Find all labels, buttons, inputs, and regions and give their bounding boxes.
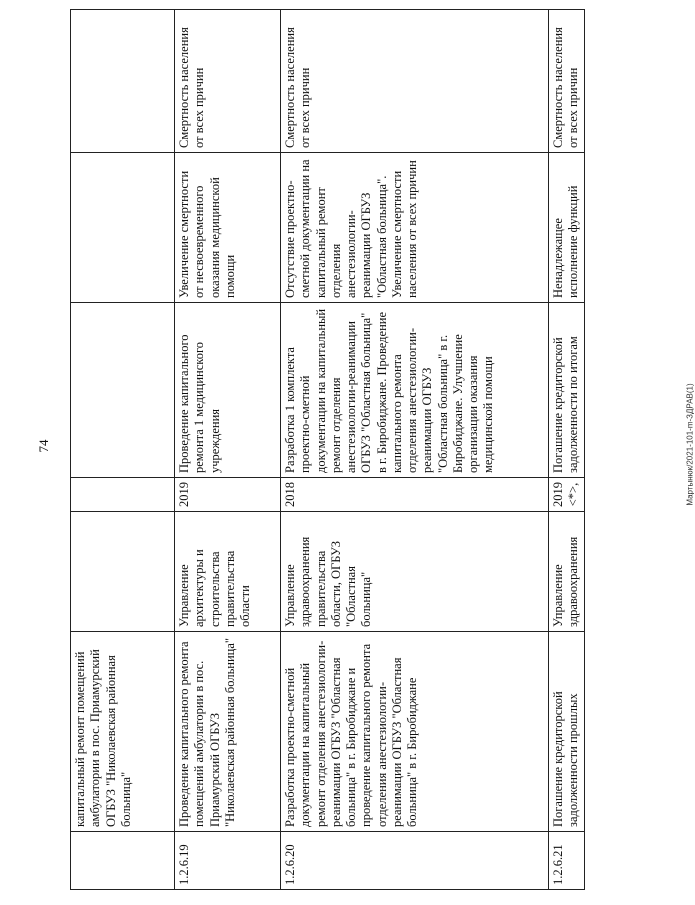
row-number (71, 832, 175, 890)
indicator: Смертность населения от всех причин (549, 10, 585, 153)
expected-result: Погашение кредиторской задолженности по итогам (549, 303, 585, 478)
table-row (281, 10, 549, 890)
executor: Управление архитектуры и строительства правительства области (175, 512, 281, 632)
measure-name: капитальный ремонт помещений амбулатории в пос. Приамурский ОГБУЗ "Николаевская районная больница" (71, 632, 175, 832)
year: 2019 (175, 478, 281, 512)
measures-table (70, 9, 585, 890)
expected-result (71, 303, 175, 478)
measure-name: Проведение капитального ремонта помещений амбулатории в пос. Приамурский ОГБУЗ "Николаевская районная больница" (175, 632, 281, 832)
table-row (549, 10, 585, 890)
measure-name: Разработка проектно-сметной документации на капитальный ремонт отделения анестезиологии-реанимации ОГБУЗ "Областная больница" в г. Биробиджане и проведение капитального ремонта отделения анестезиологии-реанимации ОГБУЗ "Областная больница" в г. Биробиджане (281, 632, 549, 832)
expected-result: Разработка 1 комплекта проектно-сметной документации на капитальный ремонт отделения анестезиологии-реанимации ОГБУЗ "Областная больница" в г. Биробиджане. Проведение капитального ремонта отделения анестезиологии-реанимации ОГБУЗ "Областная больница" в г. Биробиджане. Улучшение организации оказания медицинской помощи (281, 303, 549, 478)
executor (71, 512, 175, 632)
row-number: 1.2.6.19 (175, 832, 281, 890)
page-number: 74 (36, 439, 51, 453)
executor: Управление здравоохранения правительства области, ОГБУЗ "Областная больница" (281, 512, 549, 632)
year: 2019 <*>, (549, 478, 585, 512)
row-number: 1.2.6.21 (549, 832, 585, 890)
expected-result: Проведение капитального ремонта 1 медицинского учреждения (175, 303, 281, 478)
executor: Управление здравоохранения (549, 512, 585, 632)
document-footer-code: Мартынюк/2021-101-m-ЗДРАВ(1) (685, 383, 695, 506)
measure-name: Погашение кредиторской задолженности прошлых (549, 632, 585, 832)
row-number: 1.2.6.20 (281, 832, 549, 890)
risk (71, 153, 175, 303)
indicator: Смертность населения от всех причин (281, 10, 549, 153)
risk: Увеличение смертности от несвоевременного оказания медицинской помощи (175, 153, 281, 303)
indicator (71, 10, 175, 153)
risk: Ненадлежащее исполнение функций (549, 153, 585, 303)
risk: Отсутствие проектно-сметной документации на капитальный ремонт отделения анестезиологии-реанимации ОГБУЗ "Областная больница". Увеличение смертности населения от всех причин (281, 153, 549, 303)
indicator: Смертность населения от всех причин (175, 10, 281, 153)
year (71, 478, 175, 512)
table-row (71, 10, 175, 890)
table-row (175, 10, 281, 890)
rotated-table-container (70, 10, 581, 890)
year: 2018 (281, 478, 549, 512)
